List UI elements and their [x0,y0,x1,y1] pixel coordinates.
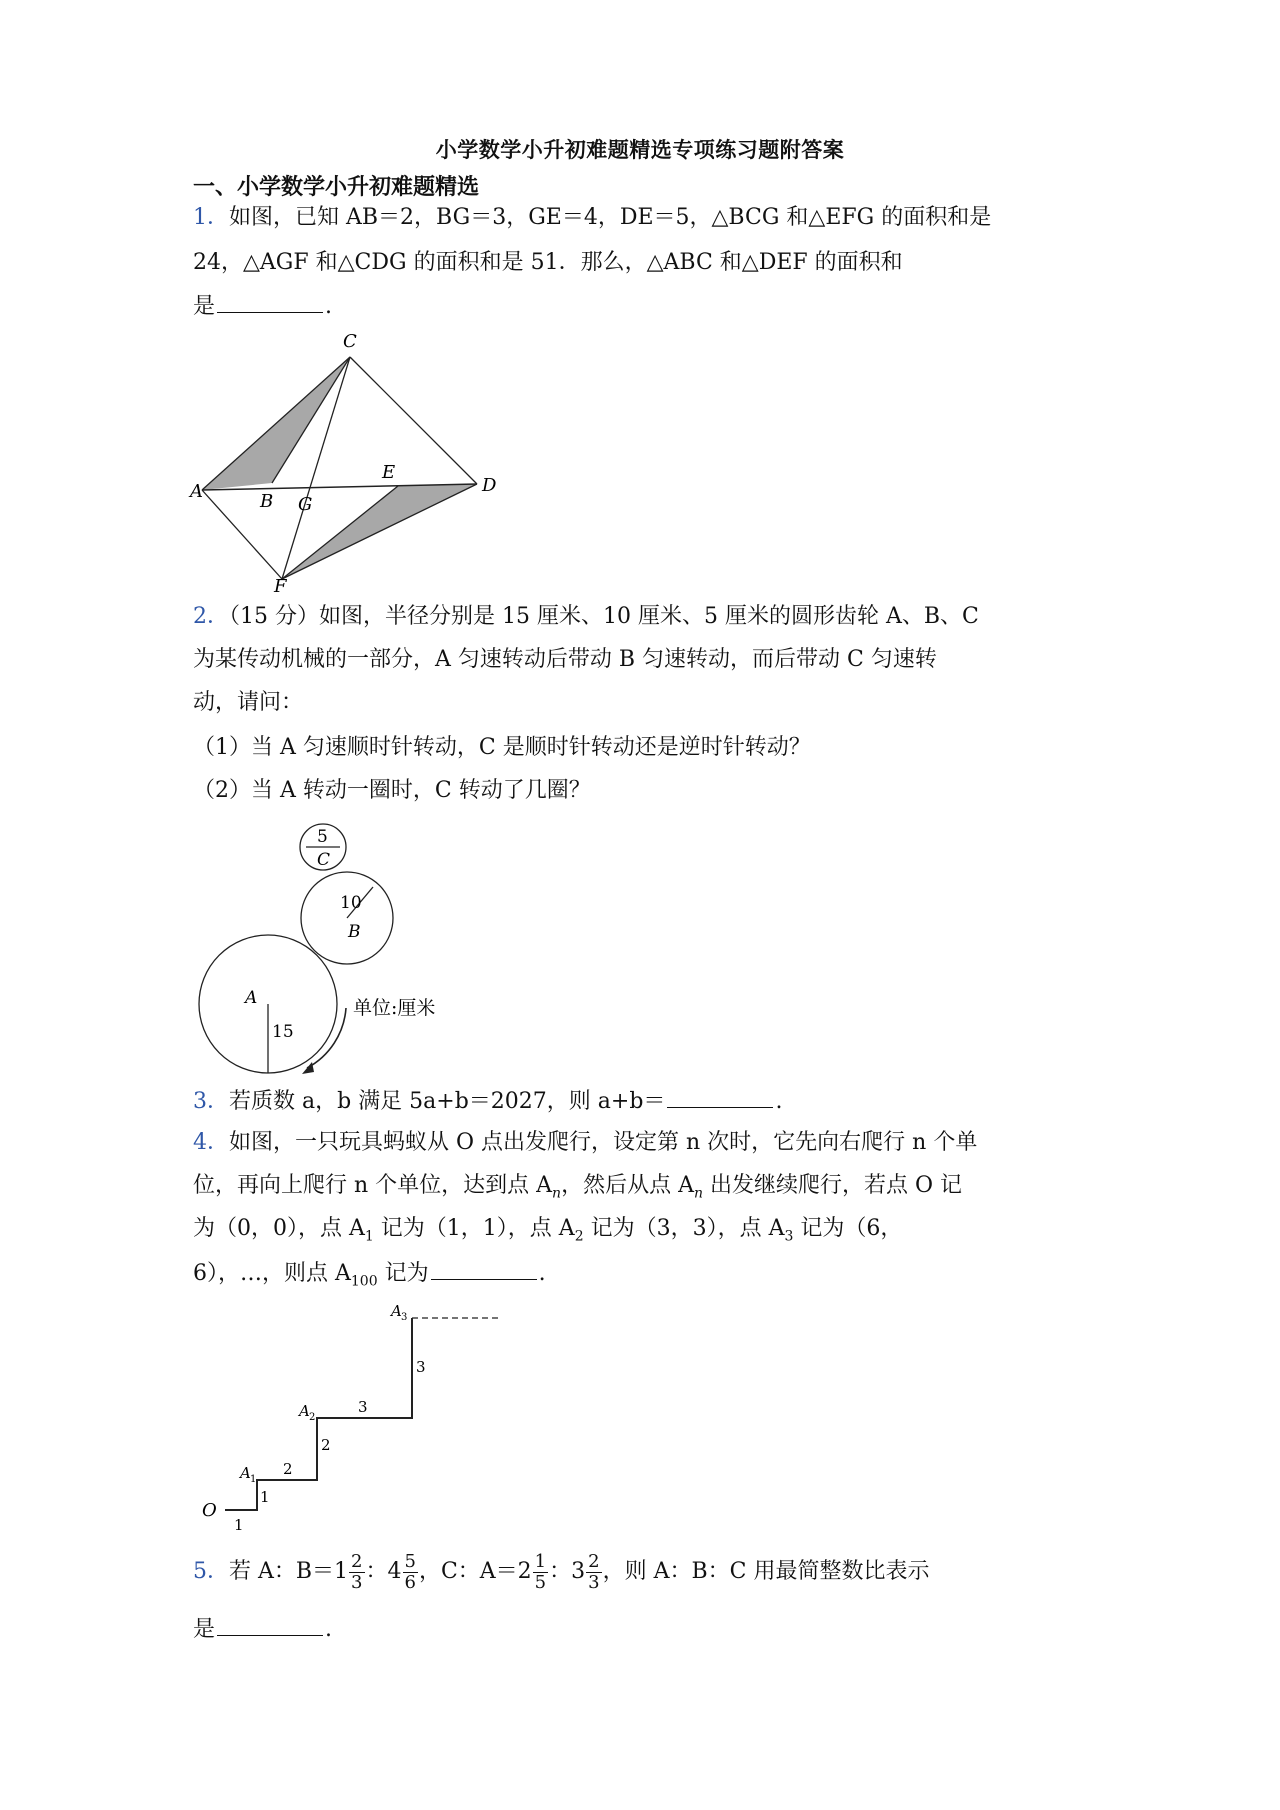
q2-line-1 [193,602,1093,632]
q4-line-2 [193,1171,1093,1208]
q5-text-4: ：3 [549,1559,586,1584]
label-g: G [298,494,313,515]
q4-answer-blank[interactable] [431,1257,537,1280]
arrow-head-icon [302,1062,314,1074]
q1-answer-blank[interactable] [217,290,323,313]
q4-text-3b: 记为（1，1），点 A [373,1216,575,1241]
q4-text-2a: 位，再向上爬行 n 个单位，达到点 A [193,1173,553,1198]
q4-text-3a: 为（0，0），点 A [193,1216,365,1241]
q1-text-1: 如图，已知 AB＝2，BG＝3，GE＝4，DE＝5，△BCG 和△EFG 的面积和是 [229,205,992,230]
q5-fraction-4 [586,1552,601,1593]
q5-f4-denominator: 3 [588,1571,600,1593]
q4-sub-2: 2 [574,1228,584,1245]
segment-cd [350,357,477,484]
q1-number: 1． [193,205,229,230]
q5-f3-denominator: 5 [534,1571,547,1593]
q5-text-1: 若 A：B＝1 [229,1559,349,1584]
q5-f2-denominator: 6 [404,1571,416,1593]
gear-c-radius-label: 5 [317,827,328,847]
q5-f1-numerator: 2 [351,1550,363,1572]
page-title: 小学数学小升初难题精选专项练习题附答案 [435,138,845,162]
step-3-up-label: 3 [416,1358,426,1376]
gear-a-label: A [245,988,258,1008]
q4-text-3d: 记为（6， [793,1216,903,1241]
q4-staircase-figure [190,1298,510,1543]
q4-text-4a: 6），…，则点 A [193,1261,351,1286]
q4-line-4 [193,1257,1093,1296]
q4-text-2b: ，然后从点 A [561,1173,694,1198]
step-1-up-label: 1 [260,1488,270,1506]
q4-text-4b: 记为 [377,1261,429,1286]
unit-label: 单位:厘米 [353,997,436,1019]
q4-sub-n2: n [693,1185,703,1202]
point-a1-sub: 1 [250,1474,257,1485]
label-b: B [260,491,274,512]
rotation-arrow-icon [307,1008,346,1068]
q5-text-6: 是 [193,1617,216,1642]
point-a3-sub: 3 [401,1312,408,1323]
q4-line-1 [193,1128,1093,1158]
q1-text-3: 是 [193,294,216,319]
label-f: F [274,576,287,597]
point-a1-label: A [240,1464,251,1482]
q5-text-5: ，则 A：B：C 用最简整数比表示 [602,1559,930,1584]
q4-sub-n1: n [552,1185,562,1202]
step-2-up-label: 2 [321,1436,331,1454]
q2-line-2: 为某传动机械的一部分，A 匀速转动后带动 B 匀速转动，而后带动 C 匀速转 [193,647,937,672]
q3-line [193,1085,1093,1117]
q4-text-2c: 出发继续爬行，若点 O 记 [703,1173,963,1198]
q2-line-3: 动，请问： [193,690,304,715]
q3-answer-blank[interactable] [667,1085,773,1108]
q3-text: 若质数 a，b 满足 5a+b＝2027，则 a+b＝ [229,1089,666,1114]
q5-f1-denominator: 3 [351,1571,363,1593]
q5-text-3: ，C：A＝2 [418,1559,532,1584]
q1-line-1 [193,203,1093,233]
section-heading: 一、小学数学小升初难题精选 [193,175,480,200]
q5-fraction-3 [533,1552,548,1593]
q2-sub-2: （2）当 A 转动一圈时，C 转动了几圈？ [193,778,591,803]
q2-sub-1: （1）当 A 匀速顺时针转动，C 是顺时针转动还是逆时针转动？ [193,735,811,760]
q5-fraction-1 [349,1552,364,1593]
gear-c-label: C [317,850,331,870]
label-e: E [382,462,396,483]
q4-sub-1: 1 [364,1228,374,1245]
gear-b-label: B [348,922,361,942]
q5-answer-blank[interactable] [217,1613,323,1636]
q4-line-3 [193,1214,1093,1251]
q4-number: 4． [193,1130,229,1155]
label-a: A [190,481,203,502]
label-c: C [343,331,357,352]
point-a2-label: A [299,1402,310,1420]
step-2-right-label: 2 [283,1460,293,1478]
q2-text-1: （15 分）如图，半径分别是 15 厘米、10 厘米、5 厘米的圆形齿轮 A、B、C [229,604,979,629]
label-d: D [482,475,497,496]
q4-text-1: 如图，一只玩具蚂蚁从 O 点出发爬行，设定第 n 次时，它先向右爬行 n 个单 [229,1130,978,1155]
q4-text-3c: 记为（3，3），点 A [583,1216,785,1241]
q3-end: . [775,1089,783,1114]
q4-sub-3: 3 [784,1228,794,1245]
q5-f3-numerator: 1 [534,1550,547,1572]
q3-number: 3． [193,1089,229,1114]
point-a2-sub: 2 [309,1412,316,1423]
step-3-right-label: 3 [358,1398,368,1416]
point-a3-label: A [391,1302,402,1320]
q5-fraction-2 [403,1552,418,1593]
q1-line-3 [193,290,1093,322]
gear-b-radius-label: 10 [340,893,362,913]
origin-label: O [202,1500,217,1521]
q5-number: 5． [193,1559,229,1584]
q4-sub-100: 100 [350,1273,378,1290]
q2-number: 2． [193,604,229,629]
q5-f2-numerator: 5 [404,1550,416,1572]
q5-line-2 [193,1613,1093,1645]
q5-end: . [325,1617,333,1642]
q1-line-2: 24，△AGF 和△CDG 的面积和是 51．那么，△ABC 和△DEF 的面积和 [193,250,903,275]
q1-end: . [325,294,333,319]
step-1-right-label: 1 [234,1516,244,1534]
q5-f4-numerator: 2 [588,1550,600,1572]
gear-a-radius-label: 15 [272,1022,294,1042]
q1-figure [190,325,520,597]
q5-text-2: ：4 [365,1559,402,1584]
q2-gear-figure [190,818,480,1076]
q5-line-1 [193,1548,1093,1596]
q4-end: . [538,1261,546,1286]
